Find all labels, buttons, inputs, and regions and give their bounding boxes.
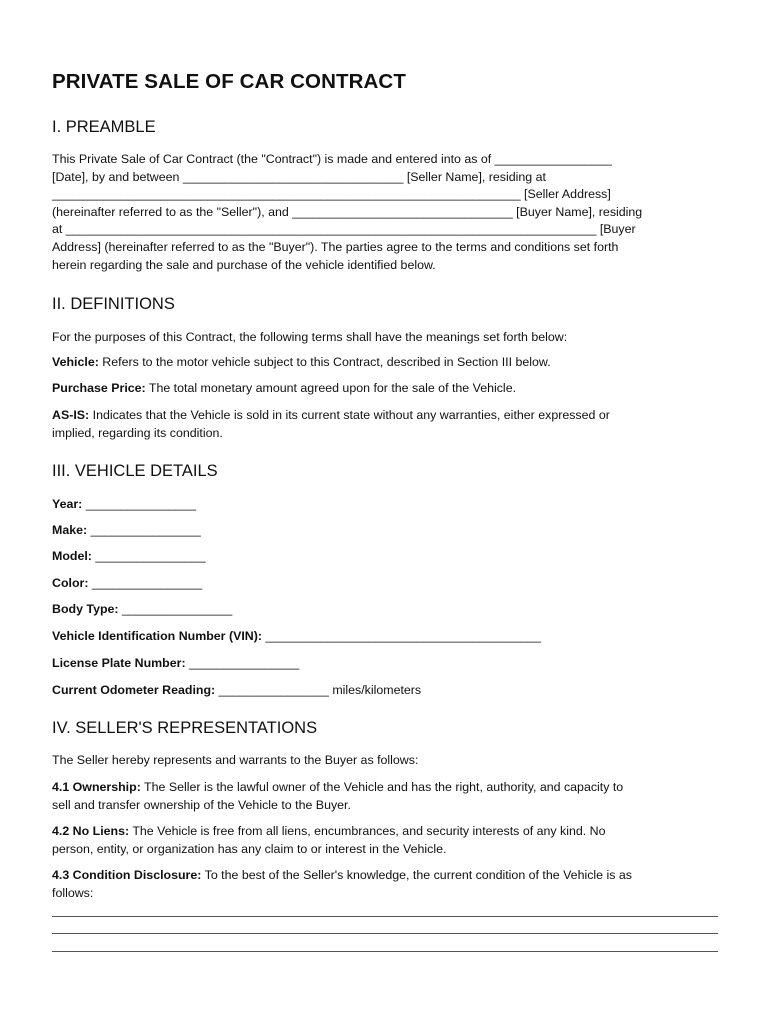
field-label: Make: xyxy=(52,523,88,537)
preamble-line: at _____________________________________________________________________________ [Buyer xyxy=(52,222,636,237)
definition-vehicle xyxy=(52,354,720,372)
preamble-paragraph xyxy=(52,151,720,274)
field-label: Body Type: xyxy=(52,602,119,616)
field-label: Model: xyxy=(52,549,92,563)
definitions-heading: II. DEFINITIONS xyxy=(52,295,175,313)
vehicle-details-heading: III. VEHICLE DETAILS xyxy=(52,462,218,480)
model-blank[interactable]: ________________ xyxy=(91,549,206,563)
clause-condition-disclosure xyxy=(52,867,720,902)
clause-text: person, entity, or organization has any claim to or interest in the Vehicle. xyxy=(52,841,447,856)
year-blank[interactable]: ________________ xyxy=(82,497,197,511)
preamble-line: (hereinafter referred to as the "Seller"), and ________________________________ [Buyer Name], residing xyxy=(52,204,643,219)
preamble-line: This Private Sale of Car Contract (the "Contract") is made and entered into as of _________________ xyxy=(52,152,612,166)
definition-term: Purchase Price: xyxy=(52,381,146,395)
make-blank[interactable]: ________________ xyxy=(87,523,201,537)
document-title: PRIVATE SALE OF CAR CONTRACT xyxy=(52,70,406,93)
clause-ownership xyxy=(52,779,720,814)
preamble-line: herein regarding the sale and purchase of the vehicle identified below. xyxy=(52,257,436,272)
field-body-type xyxy=(52,601,720,619)
condition-blank-line[interactable] xyxy=(52,933,718,934)
field-make xyxy=(52,522,720,540)
clause-term: 4.1 Ownership: xyxy=(52,780,141,794)
field-label: Color: xyxy=(52,576,89,590)
clause-term: 4.2 No Liens: xyxy=(52,824,130,838)
preamble-line: ____________________________________________________________________ [Seller Address] xyxy=(52,187,611,202)
definition-purchase-price xyxy=(52,380,720,398)
field-vin xyxy=(52,628,720,646)
license-plate-blank[interactable]: ________________ xyxy=(185,656,300,670)
clause-text: The Seller is the lawful owner of the Vehicle and has the right, authority, and capacity to xyxy=(140,780,624,794)
clause-text: To the best of the Seller's knowledge, the current condition of the Vehicle is as xyxy=(201,868,632,882)
definition-text: implied, regarding its condition. xyxy=(52,425,223,440)
field-year xyxy=(52,496,720,514)
vin-blank[interactable]: ________________________________________ xyxy=(261,629,542,643)
clause-term: 4.3 Condition Disclosure: xyxy=(52,868,202,882)
field-odometer xyxy=(52,682,720,700)
clause-no-liens xyxy=(52,823,720,858)
field-label: License Plate Number: xyxy=(52,656,186,670)
definition-text: The total monetary amount agreed upon for the sale of the Vehicle. xyxy=(145,381,517,395)
preamble-heading: I. PREAMBLE xyxy=(52,118,156,136)
condition-blank-line[interactable] xyxy=(52,916,718,917)
definition-text: Indicates that the Vehicle is sold in its current state without any warranties, either expressed or xyxy=(89,408,610,422)
definition-term: AS-IS: xyxy=(52,408,90,422)
seller-representations-heading: IV. SELLER'S REPRESENTATIONS xyxy=(52,719,318,737)
field-color xyxy=(52,575,720,593)
color-blank[interactable]: ________________ xyxy=(88,576,203,590)
field-license-plate xyxy=(52,655,720,673)
field-label: Current Odometer Reading: xyxy=(52,683,216,697)
clause-text: The Vehicle is free from all liens, encumbrances, and security interests of any kind. No xyxy=(129,824,606,838)
clause-text: sell and transfer ownership of the Vehicle to the Buyer. xyxy=(52,797,351,812)
definition-term: Vehicle: xyxy=(52,355,99,369)
definitions-intro: For the purposes of this Contract, the following terms shall have the meanings set forth below: xyxy=(52,330,568,344)
clause-text: follows: xyxy=(52,885,94,900)
condition-blank-line[interactable] xyxy=(52,951,718,952)
definition-as-is xyxy=(52,407,720,442)
odometer-blank[interactable]: ________________ miles/kilometers xyxy=(215,683,422,697)
seller-representations-intro: The Seller hereby represents and warrants to the Buyer as follows: xyxy=(52,753,419,767)
field-label: Vehicle Identification Number (VIN): xyxy=(52,629,262,643)
field-model xyxy=(52,548,720,566)
definition-text: Refers to the motor vehicle subject to this Contract, described in Section III below. xyxy=(98,355,551,369)
preamble-line: Address] (hereinafter referred to as the "Buyer"). The parties agree to the terms and conditions set forth xyxy=(52,239,619,254)
preamble-line: [Date], by and between ________________________________ [Seller Name], residing at xyxy=(52,169,546,184)
body-type-blank[interactable]: ________________ xyxy=(118,602,233,616)
field-label: Year: xyxy=(52,497,83,511)
